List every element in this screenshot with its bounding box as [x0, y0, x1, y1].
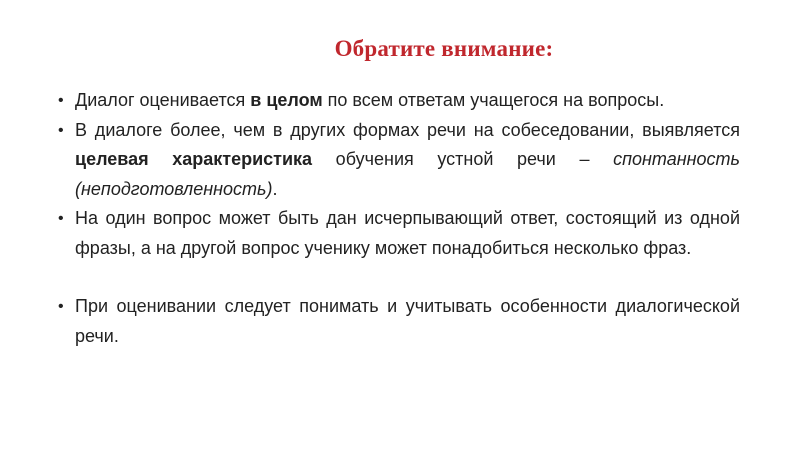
bullet-item	[58, 204, 740, 263]
bullet-text: обучения устной речи –	[312, 149, 614, 169]
slide-title: Обратите внимание:	[334, 36, 554, 61]
bullet-icon: •	[58, 121, 64, 139]
bullet-text: .	[272, 178, 278, 199]
bullet-text: Диалог оценивается	[75, 90, 251, 110]
bullet-icon: •	[58, 298, 64, 315]
bullet-item	[58, 86, 740, 116]
bullet-list	[58, 86, 740, 351]
bullet-item	[58, 292, 740, 351]
bullet-icon: •	[58, 92, 64, 109]
bullet-item	[58, 116, 740, 205]
bullet-bold-text: в целом	[250, 90, 323, 110]
bullet-text: В диалоге более, чем в других формах речи на собеседовании, выявляется	[75, 119, 740, 140]
bullet-italic-text: спонтанность (неподготовленность)	[75, 149, 740, 199]
bullet-text: На один вопрос может быть дан исчерпывающий ответ, состоящий из одной фразы, а на другой вопрос ученику может понадобиться несколько фраз.	[75, 208, 740, 258]
bullet-text: При оценивании следует понимать и учитывать особенности диалогической речи.	[75, 296, 740, 346]
bullet-icon: •	[58, 210, 64, 227]
bullet-text: по всем ответам учащегося на вопросы.	[322, 90, 665, 110]
bullet-bold-text: целевая характеристика	[75, 149, 313, 169]
